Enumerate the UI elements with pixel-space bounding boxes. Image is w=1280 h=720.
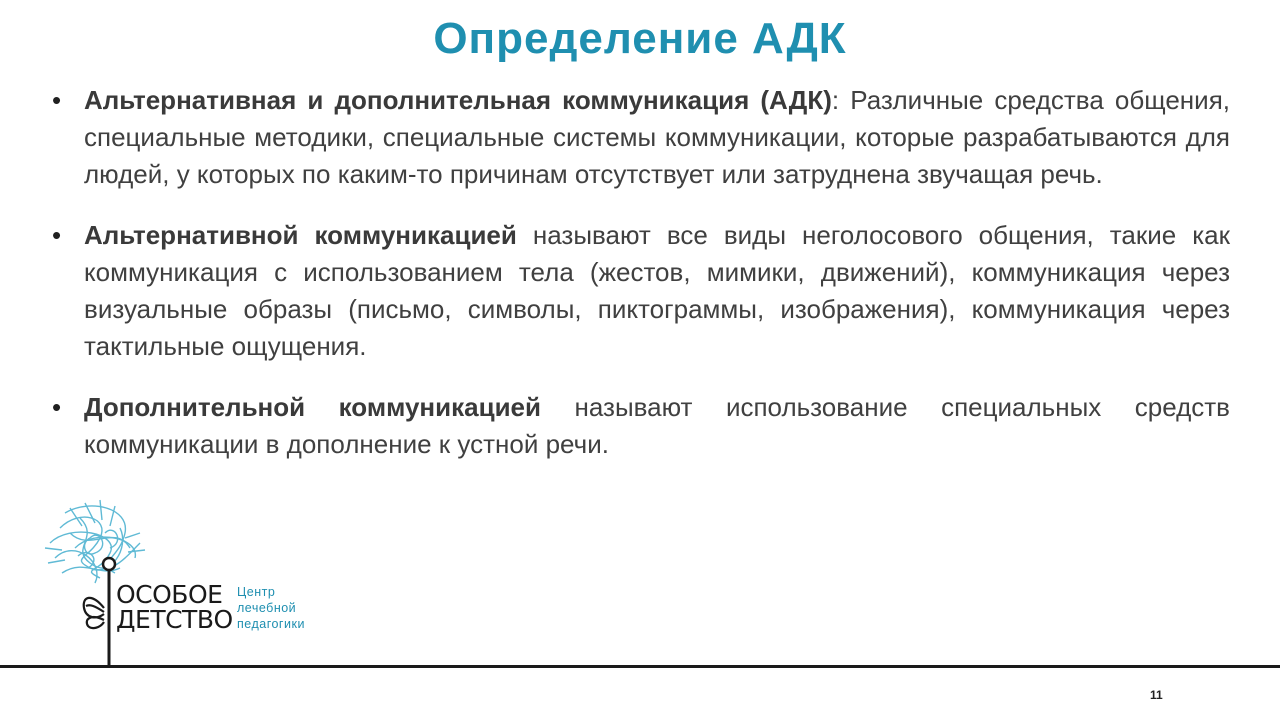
logo-tree-icon bbox=[40, 488, 340, 668]
bullet-item-alternative bbox=[52, 217, 1230, 365]
bullet-separator: : bbox=[831, 85, 840, 115]
bullet-item-adk-definition bbox=[52, 82, 1230, 193]
bullet-term: Дополнительной коммуникацией bbox=[84, 392, 541, 422]
bullet-text: называют использование специальных средств коммуникации в дополнение к устной речи. bbox=[84, 392, 1230, 459]
logo-subtitle-line: Центр bbox=[237, 585, 276, 599]
osoboe-detstvo-logo bbox=[40, 488, 340, 668]
slide-title: Определение АДК bbox=[433, 14, 847, 63]
logo-subtitle bbox=[237, 584, 305, 632]
bullet-dot: • bbox=[52, 85, 62, 115]
page-number: 11 bbox=[1150, 688, 1163, 702]
footer-divider bbox=[0, 665, 1280, 668]
bullet-term: Альтернативная и дополнительная коммуникация (АДК) bbox=[84, 85, 832, 115]
logo-subtitle-line: лечебной bbox=[237, 601, 297, 615]
bullet-text: Различные средства общения, специальные методики, специальные системы коммуникации, которые разрабатываются для людей, у которых по каким-то причинам отсутствует или затруднена звучащая речь. bbox=[84, 85, 1230, 189]
logo-word-1: ОСОБОЕ bbox=[116, 580, 223, 609]
logo-subtitle-line: педагогики bbox=[237, 617, 305, 631]
bullet-term: Альтернативной коммуникацией bbox=[84, 220, 517, 250]
bullet-dot: • bbox=[52, 220, 62, 250]
bullet-dot: • bbox=[52, 392, 62, 422]
bullet-list bbox=[52, 82, 1230, 487]
logo-word-2: ДЕТСТВО bbox=[116, 605, 233, 634]
bullet-item-augmentative bbox=[52, 389, 1230, 463]
bullet-text: называют все виды неголосового общения, такие как коммуникация с использованием тела (жестов, мимики, движений), коммуникация через визуальные образы (письмо, символы, пиктограммы, изображения), коммуникация через тактильные ощущения. bbox=[84, 220, 1230, 361]
